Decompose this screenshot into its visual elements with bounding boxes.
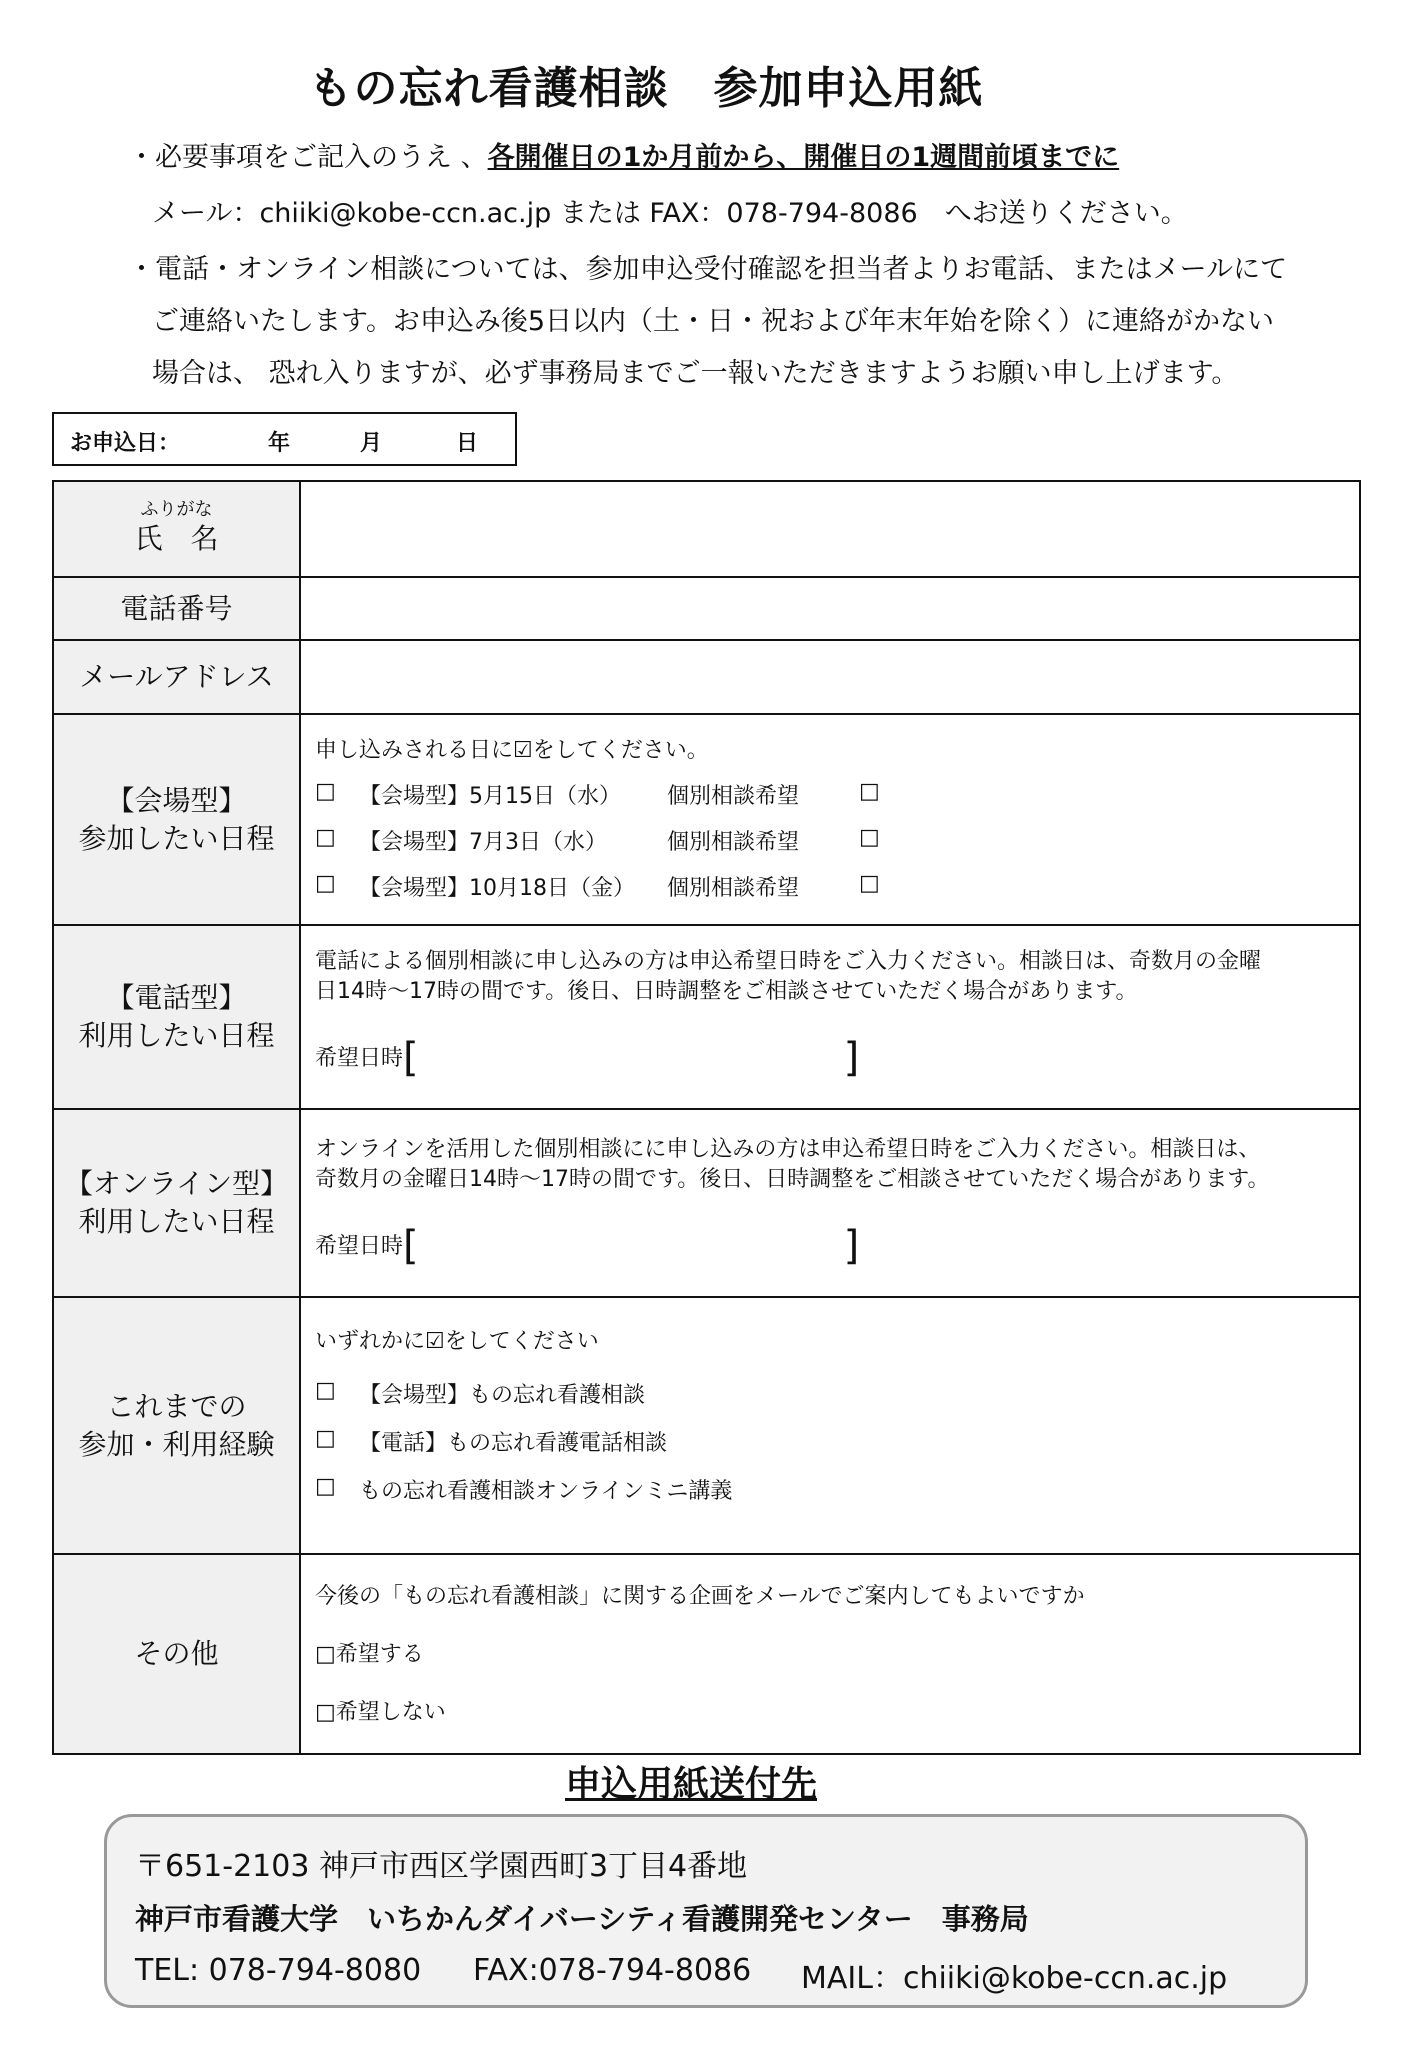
day-label: 日: [456, 431, 479, 456]
online-type-desc-2: 奇数月の金曜日14時～17時の間です。後日、日時調整をご相談させていただく場合があります。: [315, 1167, 1270, 1192]
phone-type-label-2: 利用したい日程: [78, 1019, 275, 1052]
phone-type-cell: [300, 925, 1360, 1109]
experience-cell: [300, 1297, 1360, 1554]
phone-input-cell[interactable]: [300, 577, 1360, 640]
phone-type-desc-1: 電話による個別相談に申し込みの方は申込希望日時をご入力ください。相談日は、奇数月の金曜: [315, 949, 1262, 974]
venue-option-3: [315, 871, 880, 901]
online-type-wish: [315, 1223, 860, 1269]
experience-instruction: いずれかに☑をしてください: [315, 1329, 599, 1354]
venue-consult-2: 個別相談希望: [667, 830, 800, 855]
venue-option-2: [315, 825, 880, 855]
other-yes-option[interactable]: □希望する: [315, 1642, 424, 1667]
send-to-address-box: [104, 1814, 1308, 2008]
notice-deadline: 各開催日の1か月前から、開催日の1週間前頃までに: [487, 142, 1120, 173]
application-date-label: お申込日：: [70, 431, 181, 456]
email-input-cell[interactable]: [300, 640, 1360, 714]
online-type-label-cell: [53, 1109, 300, 1297]
venue-consult-1: 個別相談希望: [667, 784, 800, 809]
page-title: もの忘れ看護相談 参加申込用紙: [308, 63, 984, 114]
phone-row: [53, 577, 1360, 640]
name-ruby: ふりがな: [140, 499, 213, 520]
notice-line-4: ご連絡いたします。お申込み後5日以内（土・日・祝および年末年始を除く）に連絡がかない: [152, 306, 1275, 337]
phone-type-wish: [315, 1035, 860, 1081]
name-label: 氏 名: [134, 522, 219, 555]
send-to-tel: TEL: 078-794-8080: [135, 1953, 422, 1988]
experience-row: [53, 1297, 1360, 1554]
venue-instruction: 申し込みされる日に☑をしてください。: [315, 738, 709, 763]
venue-date-1: 【会場型】5月15日（水）: [359, 784, 621, 809]
experience-option-2: [315, 1426, 668, 1456]
experience-option-3: [315, 1474, 733, 1504]
experience-checkbox-1[interactable]: □: [315, 1378, 336, 1403]
experience-option-label-1: 【会場型】もの忘れ看護相談: [359, 1383, 646, 1408]
month-label: 月: [360, 431, 383, 456]
online-type-cell: [300, 1109, 1360, 1297]
other-label: その他: [53, 1554, 300, 1754]
phone-type-wish-label: 希望日時: [315, 1046, 404, 1071]
application-date-box[interactable]: [52, 412, 517, 466]
venue-row: [53, 714, 1360, 925]
phone-label: 電話番号: [53, 577, 300, 640]
email-row: [53, 640, 1360, 714]
other-question: 今後の「もの忘れ看護相談」に関する企画をメールでご案内してもよいですか: [315, 1584, 1085, 1609]
venue-consult-checkbox-3[interactable]: □: [859, 871, 880, 896]
venue-consult-checkbox-1[interactable]: □: [859, 779, 880, 804]
venue-checkbox-1[interactable]: □: [315, 779, 336, 804]
send-to-mail[interactable]: MAIL：chiiki@kobe-ccn.ac.jp: [801, 1961, 1228, 1996]
venue-checkbox-2[interactable]: □: [315, 825, 336, 850]
notice-line-2: メール：chiiki@kobe-ccn.ac.jp または FAX：078-794-8086 へお送りください。: [152, 198, 1188, 229]
bracket-open: [: [403, 1035, 419, 1081]
bracket-open: [: [403, 1223, 419, 1269]
experience-checkbox-3[interactable]: □: [315, 1474, 336, 1499]
venue-consult-3: 個別相談希望: [667, 876, 800, 901]
experience-label-1: これまでの: [106, 1389, 247, 1423]
year-label: 年: [268, 431, 291, 456]
name-row: [53, 481, 1360, 577]
experience-option-1: [315, 1378, 646, 1408]
name-input-cell[interactable]: [300, 481, 1360, 577]
experience-checkbox-2[interactable]: □: [315, 1426, 336, 1451]
venue-label-2: 参加したい日程: [78, 821, 275, 855]
bracket-close: ]: [843, 1223, 860, 1269]
send-to-organization: 神戸市看護大学 いちかんダイバーシティ看護開発センター 事務局: [135, 1902, 1029, 1936]
other-row: [53, 1554, 1360, 1754]
venue-options-cell: [300, 714, 1360, 925]
phone-type-label-1: 【電話型】: [106, 981, 247, 1014]
send-to-fax: FAX:078-794-8086: [473, 1953, 752, 1988]
experience-label-cell: [53, 1297, 300, 1554]
bracket-close: ]: [843, 1035, 860, 1081]
notice-line-3: ・電話・オンライン相談については、参加申込受付確認を担当者よりお電話、またはメールにて: [128, 254, 1288, 285]
email-label: メールアドレス: [53, 640, 300, 714]
other-cell: [300, 1554, 1360, 1754]
venue-date-3: 【会場型】10月18日（金）: [359, 876, 635, 901]
notice-line-5: 場合は、 恐れ入りますが、必ず事務局までご一報いただきますようお願い申し上げます。: [152, 358, 1239, 389]
venue-date-2: 【会場型】7月3日（水）: [359, 830, 607, 855]
phone-type-row: [53, 925, 1360, 1109]
application-form-table: [52, 480, 1361, 1755]
experience-option-label-3: もの忘れ看護相談オンラインミニ講義: [359, 1479, 733, 1504]
online-type-label-2: 利用したい日程: [78, 1205, 275, 1238]
online-type-desc-1: オンラインを活用した個別相談にに申し込みの方は申込希望日時をご入力ください。相談日は、: [315, 1137, 1261, 1162]
send-to-address: 〒651-2103 神戸市西区学園西町3丁目4番地: [135, 1849, 748, 1884]
name-label-cell: [53, 481, 300, 577]
send-to-contacts: [135, 1953, 1228, 1996]
send-to-title: 申込用紙送付先: [564, 1764, 817, 1805]
venue-label-1: 【会場型】: [106, 783, 247, 817]
notice-line-1: [128, 138, 1358, 178]
venue-checkbox-3[interactable]: □: [315, 871, 336, 896]
experience-option-label-2: 【電話】もの忘れ看護電話相談: [359, 1431, 668, 1456]
phone-type-label-cell: [53, 925, 300, 1109]
experience-label-2: 参加・利用経験: [78, 1427, 275, 1461]
online-type-wish-label: 希望日時: [315, 1234, 404, 1259]
online-type-label-1: 【オンライン型】: [64, 1167, 289, 1200]
venue-option-1: [315, 779, 880, 809]
phone-type-desc-2: 日14時～17時の間です。後日、日時調整をご相談させていただく場合があります。: [315, 979, 1138, 1004]
other-no-option[interactable]: □希望しない: [315, 1700, 446, 1725]
venue-label-cell: [53, 714, 300, 925]
online-type-row: [53, 1109, 1360, 1297]
venue-consult-checkbox-2[interactable]: □: [859, 825, 880, 850]
notice-prefix: ・必要事項をご記入のうえ 、: [128, 142, 488, 173]
